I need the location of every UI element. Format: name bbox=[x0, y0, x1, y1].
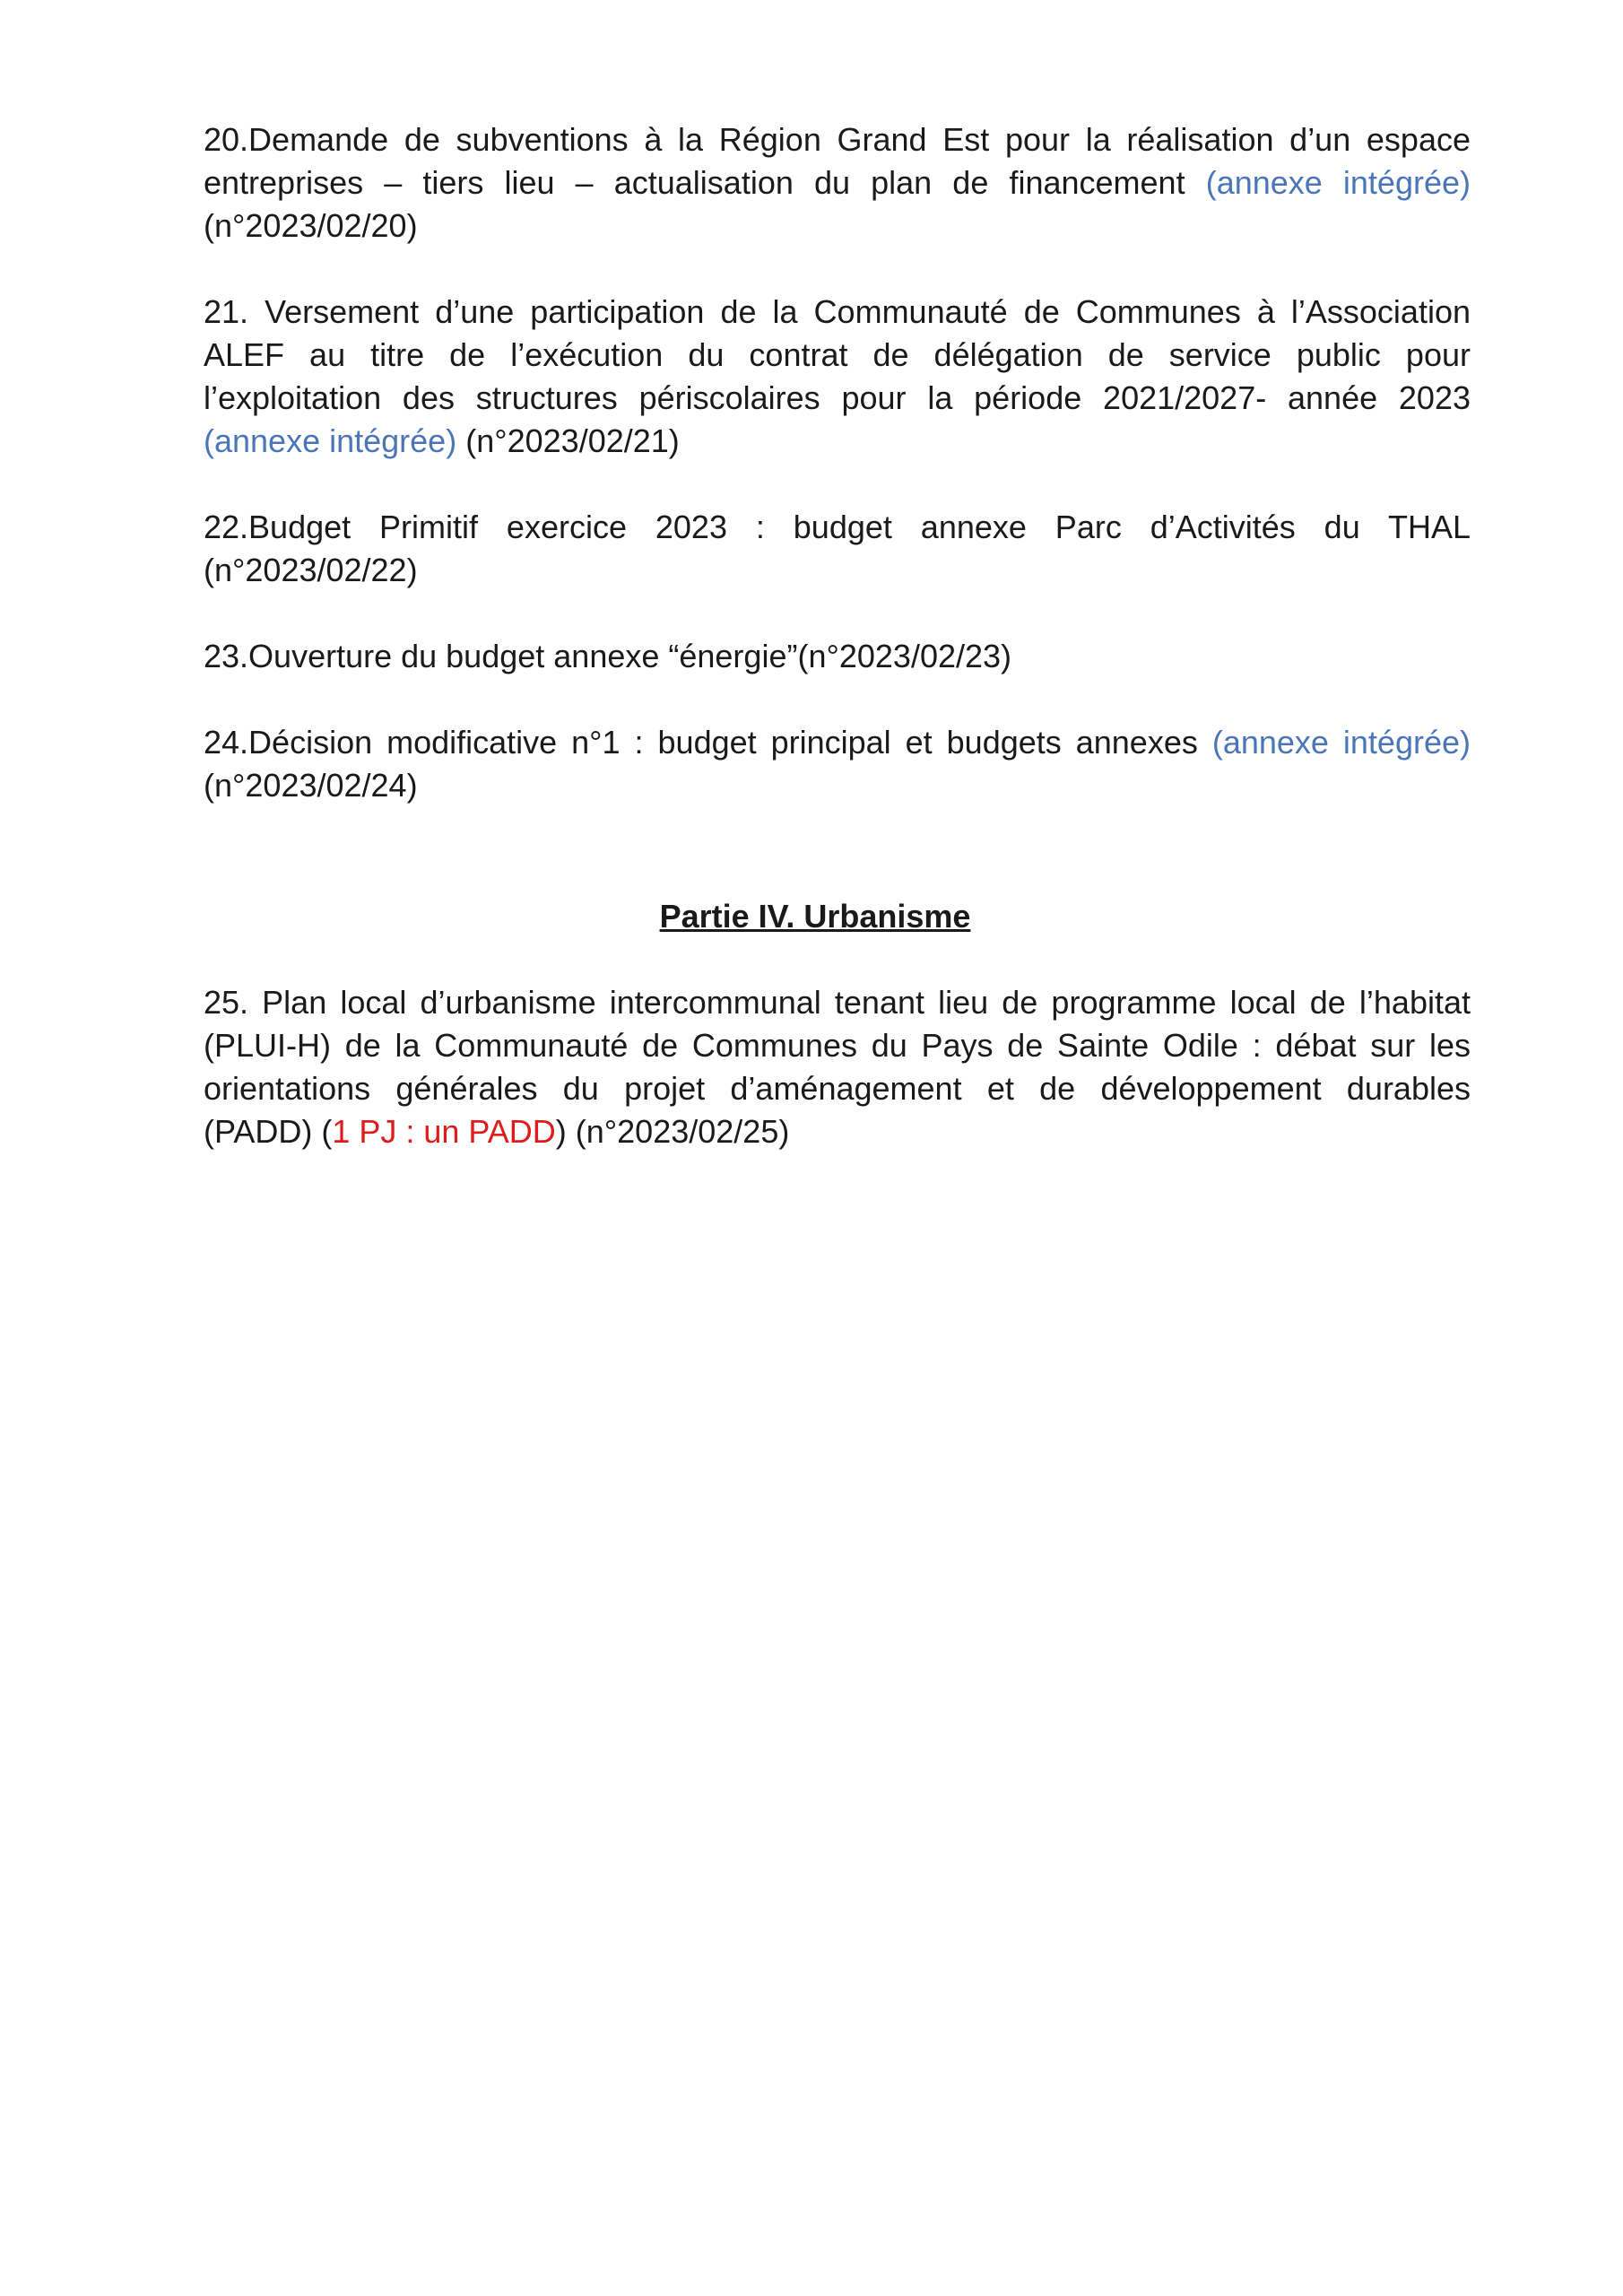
annex-label: (annexe intégrée) bbox=[1211, 724, 1471, 761]
item-reference: ) (n°2023/02/25) bbox=[555, 1113, 790, 1150]
item-number: 25. bbox=[204, 984, 249, 1021]
item-line bbox=[204, 764, 1471, 807]
item-number: 24. bbox=[204, 724, 249, 761]
item-text: Ouverture du budget annexe “énergie”(n°2023/02/23) bbox=[248, 638, 1012, 674]
item-number: 20. bbox=[204, 121, 249, 158]
item-text: Plan local d’urbanisme intercommunal tenant lieu de programme local de l’habitat bbox=[262, 984, 1471, 1021]
attachment-label: 1 PJ : un PADD bbox=[332, 1113, 556, 1150]
item-line bbox=[204, 291, 1471, 334]
item-line bbox=[204, 635, 1471, 678]
item-text: Demande de subventions à la Région Grand Est pour la réalisation d’un espace bbox=[248, 121, 1471, 158]
item-line bbox=[204, 161, 1471, 204]
annex-label: (annexe intégrée) bbox=[204, 422, 457, 459]
item-text: (PADD) ( bbox=[204, 1113, 333, 1150]
item-text: orientations générales du projet d’aménagement et de développement durables bbox=[204, 1070, 1471, 1107]
item-line bbox=[204, 118, 1471, 161]
item-line bbox=[204, 1067, 1471, 1110]
agenda-item-20 bbox=[204, 118, 1471, 248]
item-text: (PLUI-H) de la Communauté de Communes du Pays de Sainte Odile : débat sur les bbox=[204, 1027, 1471, 1064]
section-heading-text: Partie IV. Urbanisme bbox=[659, 898, 971, 935]
agenda-item-24 bbox=[204, 721, 1471, 807]
item-reference: (n°2023/02/24) bbox=[204, 767, 418, 804]
agenda-item-23 bbox=[204, 635, 1471, 678]
item-text: entreprises – tiers lieu – actualisation du plan de financement bbox=[204, 164, 1185, 201]
item-line bbox=[204, 981, 1471, 1024]
item-number: 22. bbox=[204, 509, 249, 545]
item-line bbox=[204, 506, 1471, 549]
item-text: Versement d’une participation de la Communauté de Communes à l’Association bbox=[265, 293, 1471, 330]
agenda-item-25 bbox=[204, 981, 1471, 1153]
agenda-item-22 bbox=[204, 506, 1471, 592]
item-line bbox=[204, 721, 1471, 764]
item-reference: (n°2023/02/20) bbox=[204, 207, 418, 244]
agenda-item-21 bbox=[204, 291, 1471, 463]
item-number: 23. bbox=[204, 638, 249, 674]
item-line bbox=[204, 1110, 1471, 1153]
item-line bbox=[204, 334, 1471, 377]
section-heading bbox=[0, 895, 1623, 938]
item-line bbox=[204, 204, 1471, 248]
item-line bbox=[204, 1024, 1471, 1067]
item-text: l’exploitation des structures périscolaires pour la période 2021/2027- année 2023 bbox=[204, 379, 1471, 416]
item-text: ALEF au titre de l’exécution du contrat de délégation de service public pour bbox=[204, 336, 1471, 373]
item-reference: (n°2023/02/21) bbox=[465, 422, 680, 459]
item-line bbox=[204, 549, 1471, 592]
item-text: Budget Primitif exercice 2023 : budget annexe Parc d’Activités du THAL bbox=[248, 509, 1471, 545]
item-line bbox=[204, 377, 1471, 420]
item-reference: (n°2023/02/22) bbox=[204, 552, 418, 588]
item-text: Décision modificative n°1 : budget principal et budgets annexes bbox=[248, 724, 1198, 761]
item-line bbox=[204, 420, 1471, 463]
annex-label: (annexe intégrée) bbox=[1205, 164, 1471, 201]
item-number: 21. bbox=[204, 293, 249, 330]
